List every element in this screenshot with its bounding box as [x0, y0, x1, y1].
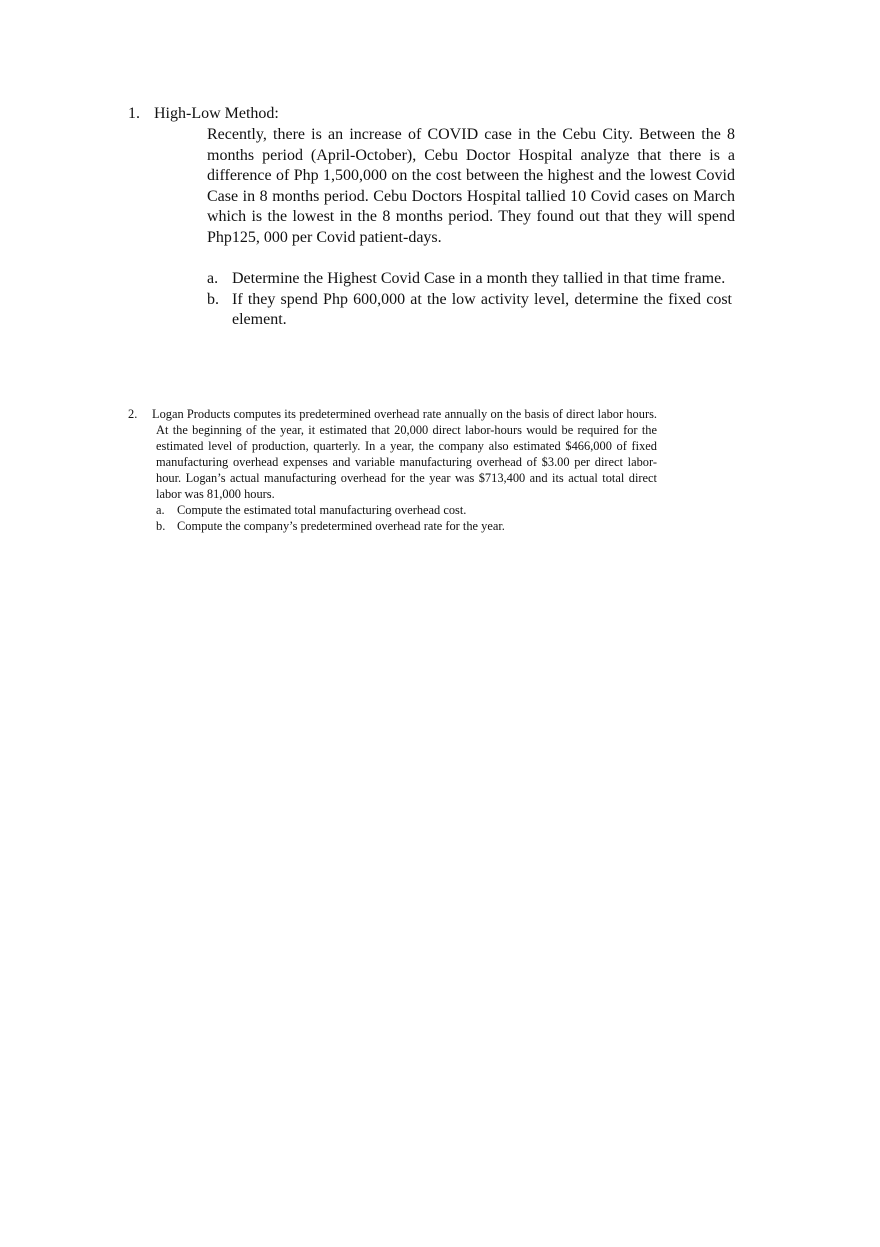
item-letter: b.: [207, 290, 219, 308]
item-text: Determine the Highest Covid Case in a month they tallied in that time frame.: [232, 270, 726, 287]
item-letter: a.: [207, 270, 219, 287]
question-1-heading: [128, 104, 279, 124]
question-1-item-b: [207, 290, 732, 331]
question-1-subitems: [207, 269, 732, 331]
item-text: Compute the estimated total manufacturing overhead cost.: [177, 503, 467, 517]
question-2-number: 2.: [128, 407, 138, 421]
question-1-item-a: [207, 269, 732, 290]
question-1-title: High-Low Method:: [154, 105, 279, 122]
question-2-item-b: [156, 518, 657, 534]
question-2-subitems: [156, 502, 657, 534]
item-text: If they spend Php 600,000 at the low activity level, determine the fixed cost element.: [232, 290, 732, 329]
question-2-item-a: [156, 502, 657, 518]
item-letter: b.: [156, 519, 166, 533]
question-1-number: 1.: [128, 105, 140, 122]
item-text: Compute the company’s predetermined overhead rate for the year.: [177, 519, 505, 533]
item-letter: a.: [156, 503, 165, 517]
question-2-body: Logan Products computes its predetermined overhead rate annually on the basis of direct labor hours. At the beginning of the year, it estimated that 20,000 direct labor-hours would be required for the estimated level of production, quarterly. In a year, the company also estimated $466,000 of fixed manufacturing overhead expenses and variable manufacturing overhead of $3.00 per direct labor-hour. Logan’s actual manufacturing overhead for the year was $713,400 and its actual total direct labor was 81,000 hours.: [152, 407, 657, 501]
question-1-body: Recently, there is an increase of COVID case in the Cebu City. Between the 8 months period (April-October), Cebu Doctor Hospital analyze that there is a difference of Php 1,500,000 on the cost between the highest and the lowest Covid Case in 8 months period. Cebu Doctors Hospital tallied 10 Covid cases on March which is the lowest in the 8 months period. They found out that they will spend Php125, 000 per Covid patient-days.: [207, 126, 735, 246]
question-2: [128, 406, 657, 534]
